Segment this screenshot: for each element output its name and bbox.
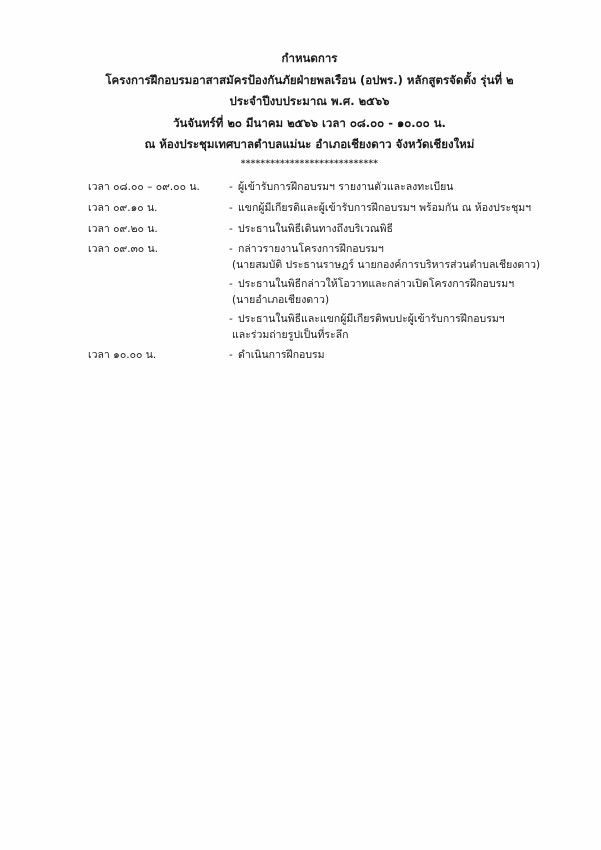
header-venue: ณ ห้องประชุมเทศบาลตำบลแม่นะ อำเภอเชียงดาว จังหวัดเชียงใหม่ xyxy=(144,137,475,151)
separator-line: **************************** xyxy=(240,159,379,169)
schedule-time: เวลา ๐๙.๓๐ น. xyxy=(88,243,159,255)
schedule-subnote: (นายอำเภอเชียงดาว) xyxy=(232,294,330,306)
header-fiscal-year: ประจำปีงบประมาณ พ.ศ. ๒๕๖๖ xyxy=(229,94,390,108)
schedule-time: เวลา ๑๐.๐๐ น. xyxy=(88,349,157,361)
schedule-dash: - xyxy=(229,243,233,255)
schedule-description: ผู้เข้ารับการฝึกอบรมฯ รายงานตัวและลงทะเบียน xyxy=(238,181,454,193)
header-title: กำหนดการ xyxy=(281,51,338,65)
schedule-subnote: และร่วมถ่ายรูปเป็นที่ระลึก xyxy=(232,329,349,341)
schedule-dash: - xyxy=(229,313,233,325)
header-project-name: โครงการฝึกอบรมอาสาสมัครป้องกันภัยฝ่ายพลเรือน (อปพร.) หลักสูตรจัดตั้ง รุ่นที่ ๒ xyxy=(105,72,514,87)
schedule-time: เวลา ๐๙.๒๐ น. xyxy=(88,223,158,235)
schedule-description: ประธานในพิธีเดินทางถึงบริเวณพิธี xyxy=(238,223,393,235)
schedule-dash: - xyxy=(229,349,233,361)
schedule-subnote: (นายสมบัติ ประธานราษฎร์ นายกองค์การบริหารส่วนตำบลเชียงดาว) xyxy=(232,259,541,271)
header-date-time: วันจันทร์ที่ ๒๐ มีนาคม ๒๕๖๖ เวลา ๐๘.๐๐ - ๑๐.๐๐ น. xyxy=(173,115,446,130)
schedule-description: แขกผู้มีเกียรติและผู้เข้ารับการฝึกอบรมฯ พร้อมกัน ณ ห้องประชุมฯ xyxy=(238,202,532,214)
schedule-description: ประธานในพิธีกล่าวให้โอวาทและกล่าวเปิดโครงการฝึกอบรมฯ xyxy=(238,278,515,290)
schedule-time: เวลา ๐๘.๐๐ – ๐๙.๐๐ น. xyxy=(88,181,200,193)
schedule-dash: - xyxy=(229,181,233,193)
schedule-dash: - xyxy=(229,223,233,235)
schedule-dash: - xyxy=(229,278,233,290)
document-header xyxy=(0,48,601,156)
schedule-dash: - xyxy=(229,202,233,214)
schedule-description: ดำเนินการฝึกอบรม xyxy=(238,349,325,361)
schedule-description: ประธานในพิธีและแขกผู้มีเกียรติพบปะผู้เข้ารับการฝึกอบรมฯ xyxy=(238,313,505,325)
schedule-description: กล่าวรายงานโครงการฝึกอบรมฯ xyxy=(238,243,384,255)
schedule-time: เวลา ๐๙.๑๐ น. xyxy=(88,202,158,214)
